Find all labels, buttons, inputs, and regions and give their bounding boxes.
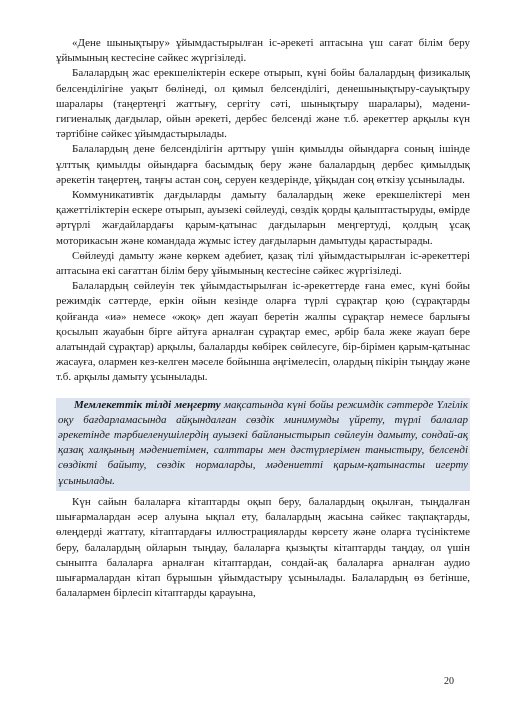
paragraph-6: Балалардың сөйлеуін тек ұйымдастырылған іс-әрекеттерде ғана емес, күні бойы режимдік сәттерде, еркін ойын кезінде оларға түрлі сұрақтар қою (сұрақтарды қойғанда «иә» немесе «жоқ» деп жауап беретін жалпы сұрақтар немесе барлығы қосылып жауабын бірге айтуға арналған сұрақтар емес, әрбір бала жеке жауап бере алатындай сұрақтар) арқылы, балаларды көбірек сөйлесуге, бір-бірімен қарым-қатынас жасауға, олармен кез-келген мәселе бойынша әңгімелесіп, олардың пікірін тыңдау және т.б. арқылы дамыту ұсынылады. bbox=[56, 280, 470, 384]
highlight-text: мақсатында күні бойы режимдік сәттерде Үлгілік оқу бағдарламасында айқындалған сөздік минимумды үйрету, түрлі балалар әрекетінде тәрбиеленушілердің ауызекі байланыстырып сөйлеуін дамыту, сондай-ақ қазақ халқының мәдениетімен, салттары мен дәстүрлерімен таныстыру, белсенді сөздікті байыту, сөздік нормаларды, мәдениетті қарым-қатынасты игерту ұсынылады. bbox=[58, 398, 468, 487]
highlight-box bbox=[56, 398, 470, 491]
page-number: 20 bbox=[444, 676, 454, 687]
paragraph-4: Коммуникативтік дағдыларды дамыту балалардың жеке ерекшеліктері мен қажеттіліктерін ескере отырып, ауызекі сөйлеуді, сөздік қорды қалыптастыруды, өмірде әртүрлі жағдайлардағы қарым-қатынас дағдыларын меңгертуді, қолдың ұсақ моторикасын және командада жұмыс істеу дағдыларын дамытуды қарастырады. bbox=[56, 189, 470, 247]
paragraph-3: Балалардың дене белсенділігін арттыру үшін қимылды ойындарға соның ішінде ұлттық қимылды ойындарға басымдық беру және балалардың дербес қимылдық әрекетін таңертең, таңғы астан соң, серуен кездерінде, ұйқыдан соң өткізу ұсынылады. bbox=[56, 143, 470, 186]
paragraph-2: Балалардың жас ерекшеліктерін ескере отырып, күні бойы балалардың физикалық белсенділігіне уақыт бөлінеді, ол қимыл белсенділігі, денешынықтыру-сауықтыру шаралары (таңертеңгі жаттығу, сергіту сәті, шынықтыру шаралары), мәдени-гигиеналық дағдылар, ойын әрекеті, дербес белсенді және т.б. әрекеттер арқылы күн тәртібіне сәйкес ұйымдастырылады. bbox=[56, 67, 470, 141]
paragraph-final: Күн сайын балаларға кітаптарды оқып беру, балалардың оқылған, тыңдалған шығармалардан әсер алуына ықпал ету, балалардың жасына сәйкес тақпақтарды, өлеңдерді жаттату, кітаптардағы иллюстрацияларды көрсету және оларға түсініктеме беру, балалардың ойларын тыңдау, балаларға қызықты кітаптарды таңдау, ол үшін сыныпта балаларға арналған кітаптардан, сондай-ақ балаларға арналған аудио шығармалардан кітап бұрышын ұйымдастыру ұсынылады. Балалардың өз бетінше, балалармен бірлесіп кітаптарды қарауына, bbox=[56, 495, 470, 600]
paragraph-5: Сөйлеуді дамыту және көркем әдебиет, қазақ тілі ұйымдастырылған іс-әрекеттері аптасына екі сағаттан білім беру ұйымының кестесіне сәйкес жүргізіледі. bbox=[56, 249, 470, 278]
paragraph-1: «Дене шынықтыру» ұйымдастырылған іс-әрекеті аптасына үш сағат білім беру ұйымының кестесіне сәйкес жүргізіледі. bbox=[56, 37, 470, 65]
highlight-lead: Мемлекеттік тілді меңгерту bbox=[74, 398, 221, 411]
